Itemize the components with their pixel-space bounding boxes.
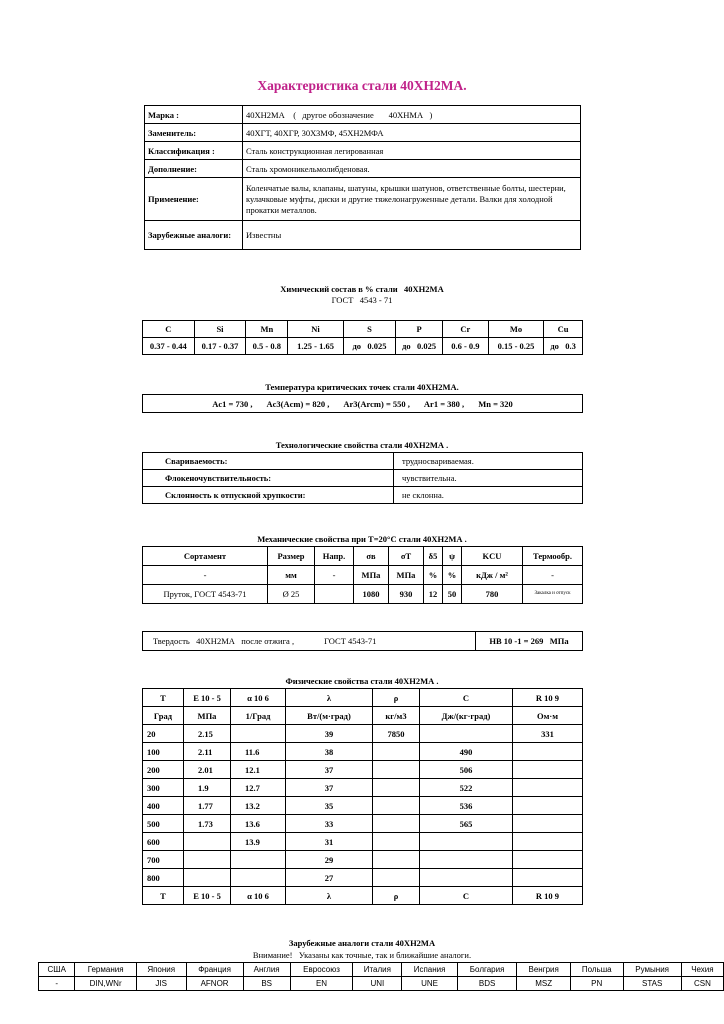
phys-footer: λ: [286, 887, 373, 905]
phys-cell: 600: [143, 833, 184, 851]
phys-cell: [373, 797, 420, 815]
mech-unit: мм: [268, 566, 315, 585]
hardness-table: [142, 631, 583, 651]
general-label: Применение:: [145, 178, 243, 221]
ar1-value: Ar1 = 380 ,: [423, 398, 465, 409]
table-row: [143, 743, 583, 761]
table-row: [145, 178, 581, 221]
phys-cell: [373, 815, 420, 833]
chem-value: до 0.3: [544, 338, 583, 355]
phys-header: ρ: [373, 689, 420, 707]
table-row: [143, 689, 583, 707]
chem-value: 0.37 - 0.44: [143, 338, 195, 355]
country-header: Евросоюз: [290, 963, 353, 977]
phys-header: λ: [286, 689, 373, 707]
phys-cell: [513, 815, 583, 833]
country-header: Франция: [186, 963, 243, 977]
phys-cell: [513, 833, 583, 851]
mech-cell: [315, 585, 354, 604]
phys-footer: C: [420, 887, 513, 905]
phys-cell: 100: [143, 743, 184, 761]
phys-cell: [231, 725, 286, 743]
phys-unit: Ом·м: [513, 707, 583, 725]
phys-unit: 1/Град: [231, 707, 286, 725]
table-row: [143, 338, 583, 355]
phys-cell: [513, 761, 583, 779]
phys-header: E 10 - 5: [184, 689, 231, 707]
phys-cell: 29: [286, 851, 373, 869]
phys-header: T: [143, 689, 184, 707]
country-header: Болгария: [457, 963, 517, 977]
phys-cell: 20: [143, 725, 184, 743]
chem-header: Mo: [488, 321, 543, 338]
table-row: [143, 321, 583, 338]
standard-cell: BDS: [457, 977, 517, 991]
phys-cell: 7850: [373, 725, 420, 743]
phys-unit: Дж/(кг·град): [420, 707, 513, 725]
chem-value: 0.5 - 0.8: [246, 338, 288, 355]
chem-title: Химический состав в % стали 40ХН2МА: [280, 284, 444, 294]
mech-cell: Пруток, ГОСТ 4543-71: [143, 585, 268, 604]
phys-cell: 522: [420, 779, 513, 797]
phys-cell: 2.01: [184, 761, 231, 779]
standard-cell: MSZ: [517, 977, 571, 991]
mech-header: Термообр.: [523, 547, 583, 566]
phys-cell: 800: [143, 869, 184, 887]
mech-header: δ5: [424, 547, 443, 566]
table-row: [143, 453, 583, 470]
phys-cell: [513, 779, 583, 797]
general-value: Сталь конструкционная легированная: [243, 142, 581, 160]
phys-unit: МПа: [184, 707, 231, 725]
phys-cell: 400: [143, 797, 184, 815]
chem-value: 0.17 - 0.37: [194, 338, 246, 355]
standard-cell: AFNOR: [186, 977, 243, 991]
phys-cell: 500: [143, 815, 184, 833]
phys-cell: 2.15: [184, 725, 231, 743]
tech-table: [142, 452, 583, 504]
phys-cell: 2.11: [184, 743, 231, 761]
phys-cell: [184, 851, 231, 869]
country-header: Польша: [570, 963, 623, 977]
phys-cell: 536: [420, 797, 513, 815]
chem-header: S: [343, 321, 395, 338]
standard-cell: JIS: [136, 977, 186, 991]
mech-cell: Ø 25: [268, 585, 315, 604]
chem-table: [142, 320, 583, 355]
mech-cell: 930: [389, 585, 424, 604]
general-label: Дополнение:: [145, 160, 243, 178]
table-row: [143, 585, 583, 604]
mech-cell: 12: [424, 585, 443, 604]
mech-unit: %: [443, 566, 462, 585]
table-row: [143, 725, 583, 743]
general-label: Зарубежные аналоги:: [145, 221, 243, 250]
phys-cell: [420, 851, 513, 869]
standard-cell: PN: [570, 977, 623, 991]
table-row: [145, 221, 581, 250]
table-row: [143, 779, 583, 797]
mn-value: Mn = 320: [478, 398, 513, 409]
mech-header: ψ: [443, 547, 462, 566]
phys-cell: 37: [286, 761, 373, 779]
phys-cell: [513, 869, 583, 887]
phys-cell: [231, 851, 286, 869]
phys-unit: Град: [143, 707, 184, 725]
hardness-text: Твердость 40ХН2МА после отжига ,: [153, 636, 295, 646]
general-label: Заменитель:: [145, 124, 243, 142]
phys-cell: [373, 743, 420, 761]
phys-cell: 39: [286, 725, 373, 743]
table-row: [143, 470, 583, 487]
table-row: [143, 761, 583, 779]
mech-unit: %: [424, 566, 443, 585]
general-value: Сталь хромоникельмолибденовая.: [243, 160, 581, 178]
mech-header: Напр.: [315, 547, 354, 566]
country-header: Англия: [243, 963, 290, 977]
phys-title: Физические свойства стали 40ХН2МА .: [285, 676, 439, 686]
ar3-value: Ar3(Arcm) = 550 ,: [343, 398, 410, 409]
phys-cell: 300: [143, 779, 184, 797]
country-header: США: [39, 963, 75, 977]
chem-header: Mn: [246, 321, 288, 338]
table-row: [143, 487, 583, 504]
general-label: Классификация :: [145, 142, 243, 160]
chem-value: 1.25 - 1.65: [288, 338, 343, 355]
phys-footer: E 10 - 5: [184, 887, 231, 905]
phys-cell: [513, 797, 583, 815]
phys-cell: 1.77: [184, 797, 231, 815]
table-row: [143, 833, 583, 851]
chem-value: 0.15 - 0.25: [488, 338, 543, 355]
table-row: [145, 160, 581, 178]
table-row: [145, 142, 581, 160]
tech-value: не склонна.: [394, 487, 583, 504]
mech-header: σT: [389, 547, 424, 566]
phys-header: C: [420, 689, 513, 707]
tech-title: Технологические свойства стали 40ХН2МА .: [275, 440, 449, 450]
phys-cell: 331: [513, 725, 583, 743]
standard-cell: -: [39, 977, 75, 991]
foreign-note: Внимание! Указаны как точные, так и ближайшие аналоги.: [252, 950, 472, 960]
phys-cell: [373, 851, 420, 869]
standard-cell: UNE: [402, 977, 457, 991]
table-row: [143, 869, 583, 887]
table-row: [145, 106, 581, 124]
country-header: Чехия: [681, 963, 723, 977]
standard-cell: STAS: [623, 977, 681, 991]
phys-table: [142, 688, 583, 905]
page-title: Характеристика стали 40ХН2МА.: [257, 78, 467, 93]
mech-unit: МПа: [389, 566, 424, 585]
chem-header: Si: [194, 321, 246, 338]
critical-points-box: [142, 394, 583, 413]
phys-cell: 33: [286, 815, 373, 833]
chem-header: Ni: [288, 321, 343, 338]
mech-cell: 50: [443, 585, 462, 604]
tech-label: Свариваемость:: [143, 453, 394, 470]
phys-cell: [420, 869, 513, 887]
phys-footer: R 10 9: [513, 887, 583, 905]
phys-cell: 506: [420, 761, 513, 779]
phys-cell: [373, 761, 420, 779]
mech-table: [142, 546, 583, 604]
table-row: [143, 566, 583, 585]
mech-cell: Закалка и отпуск: [523, 585, 583, 604]
country-header: Япония: [136, 963, 186, 977]
ac3-value: Ac3(Acm) = 820 ,: [266, 398, 330, 409]
mech-unit: -: [523, 566, 583, 585]
standard-cell: DIN,WNr: [75, 977, 136, 991]
phys-unit: кг/м3: [373, 707, 420, 725]
phys-cell: [420, 725, 513, 743]
general-info-table: [144, 105, 581, 250]
phys-cell: [513, 743, 583, 761]
phys-cell: [513, 851, 583, 869]
general-value: 40ХН2МА ( другое обозначение 40ХНМА ): [243, 106, 581, 124]
foreign-table: [38, 962, 724, 991]
country-header: Венгрия: [517, 963, 571, 977]
temp-title: Температура критических точек стали 40ХН2МА.: [265, 382, 459, 392]
table-row: [39, 977, 724, 991]
mech-cell: 1080: [354, 585, 389, 604]
general-label: Марка :: [145, 106, 243, 124]
phys-cell: 12.1: [231, 761, 286, 779]
chem-standard: ГОСТ 4543 - 71: [331, 295, 393, 305]
phys-cell: 12.7: [231, 779, 286, 797]
standard-cell: BS: [243, 977, 290, 991]
phys-cell: 490: [420, 743, 513, 761]
mech-header: Сортамент: [143, 547, 268, 566]
table-row: [143, 851, 583, 869]
table-row: [143, 632, 583, 651]
tech-label: Склонность к отпускной хрупкости:: [143, 487, 394, 504]
country-header: Испания: [402, 963, 457, 977]
table-row: [145, 124, 581, 142]
phys-cell: 565: [420, 815, 513, 833]
phys-cell: [373, 779, 420, 797]
phys-cell: 13.6: [231, 815, 286, 833]
phys-cell: 1.9: [184, 779, 231, 797]
mech-header: KCU: [462, 547, 523, 566]
chem-value: 0.6 - 0.9: [443, 338, 489, 355]
phys-cell: [184, 833, 231, 851]
phys-cell: 11.6: [231, 743, 286, 761]
mech-cell: 780: [462, 585, 523, 604]
phys-cell: 27: [286, 869, 373, 887]
phys-footer: α 10 6: [231, 887, 286, 905]
table-row: [143, 887, 583, 905]
phys-cell: 37: [286, 779, 373, 797]
phys-header: R 10 9: [513, 689, 583, 707]
phys-cell: 700: [143, 851, 184, 869]
tech-label: Флокеночувствительность:: [143, 470, 394, 487]
phys-cell: 35: [286, 797, 373, 815]
mech-header: Размер: [268, 547, 315, 566]
chem-header: C: [143, 321, 195, 338]
foreign-title: Зарубежные аналоги стали 40ХН2МА: [288, 938, 436, 948]
chem-header: P: [396, 321, 443, 338]
phys-cell: [184, 869, 231, 887]
hardness-text-cell: [143, 632, 476, 651]
phys-cell: 31: [286, 833, 373, 851]
standard-cell: CSN: [681, 977, 723, 991]
chem-header: Cr: [443, 321, 489, 338]
chem-value: до 0.025: [343, 338, 395, 355]
table-row: [143, 547, 583, 566]
phys-cell: 13.2: [231, 797, 286, 815]
phys-footer: T: [143, 887, 184, 905]
phys-cell: [420, 833, 513, 851]
phys-cell: 200: [143, 761, 184, 779]
chem-value: до 0.025: [396, 338, 443, 355]
general-value: Коленчатые валы, клапаны, шатуны, крышки шатунов, ответственные болты, шестерни, кулачковые муфты, диски и другие тяжелонагруженные детали. Валки для холодной прокатки металлов.: [243, 178, 581, 221]
mech-unit: -: [143, 566, 268, 585]
mech-unit: МПа: [354, 566, 389, 585]
table-row: [143, 815, 583, 833]
hardness-value: HB 10 -1 = 269 МПа: [476, 632, 583, 651]
phys-cell: 38: [286, 743, 373, 761]
phys-cell: 13.9: [231, 833, 286, 851]
table-row: [39, 963, 724, 977]
standard-cell: EN: [290, 977, 353, 991]
phys-header: α 10 6: [231, 689, 286, 707]
country-header: Германия: [75, 963, 136, 977]
phys-footer: ρ: [373, 887, 420, 905]
mech-unit: -: [315, 566, 354, 585]
standard-cell: UNI: [353, 977, 402, 991]
phys-cell: [373, 833, 420, 851]
general-value: 40ХГТ, 40ХГР, 30ХЗМФ, 45ХН2МФА: [243, 124, 581, 142]
phys-cell: [231, 869, 286, 887]
ac1-value: Ac1 = 730 ,: [212, 398, 253, 409]
mech-header: σв: [354, 547, 389, 566]
phys-unit: Вт/(м·град): [286, 707, 373, 725]
country-header: Италия: [353, 963, 402, 977]
mech-unit: кДж / м²: [462, 566, 523, 585]
mech-title: Механические свойства при Т=20°C стали 40ХН2МА .: [257, 534, 467, 544]
tech-value: чувствительна.: [394, 470, 583, 487]
chem-header: Cu: [544, 321, 583, 338]
phys-cell: 1.73: [184, 815, 231, 833]
phys-cell: [373, 869, 420, 887]
table-row: [143, 707, 583, 725]
country-header: Румыния: [623, 963, 681, 977]
hardness-standard: ГОСТ 4543-71: [324, 636, 377, 646]
general-value: Известны: [243, 221, 581, 250]
tech-value: трудносвариваемая.: [394, 453, 583, 470]
table-row: [143, 797, 583, 815]
